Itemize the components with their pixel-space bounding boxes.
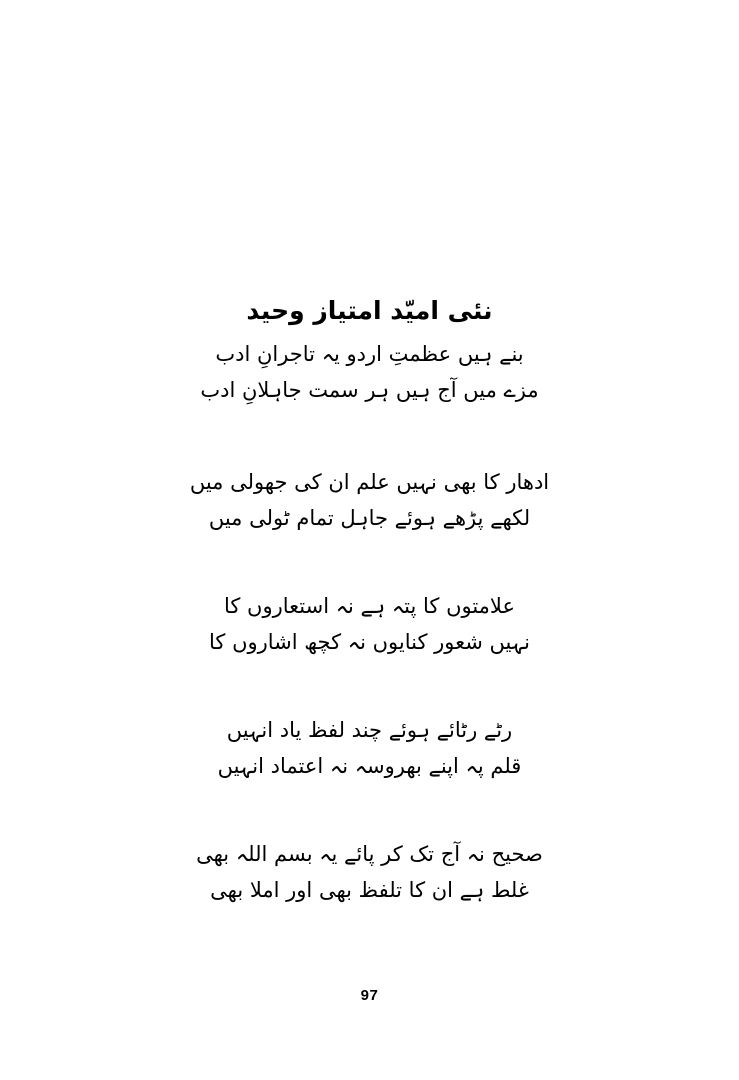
poem-body xyxy=(62,292,677,909)
stanza-3 xyxy=(62,588,677,660)
verse-line: مزے میں آج ہیں ہر سمت جاہلانِ ادب xyxy=(200,377,539,402)
page-number: 97 xyxy=(360,987,379,1004)
stanza-1 xyxy=(62,336,677,408)
verse-line: لکھے پڑھے ہوئے جاہل تمام ٹولی میں xyxy=(208,505,531,530)
verse-line: ادھار کا بھی نہیں علم ان کی جھولی میں xyxy=(189,469,550,494)
page-spacer xyxy=(62,909,677,987)
verse-line: علامتوں کا پتہ ہے نہ استعاروں کا xyxy=(223,593,515,618)
verse-line: صحیح نہ آج تک کر پائے یہ بسم اللہ بھی xyxy=(196,842,543,867)
stanza-2 xyxy=(62,464,677,536)
verse-line: قلم پہ اپنے بھروسہ نہ اعتماد انہیں xyxy=(217,754,522,779)
stanza-4 xyxy=(62,712,677,784)
verse-line: غلط ہے ان کا تلفظ بھی اور املا بھی xyxy=(210,878,529,903)
verse-line: بنے ہیں عظمتِ اردو یہ تاجرانِ ادب xyxy=(215,341,524,366)
stanza-5 xyxy=(62,836,677,908)
verse-line: نہیں شعور کنایوں نہ کچھ اشاروں کا xyxy=(209,630,530,655)
verse-line: رٹے رٹائے ہوئے چند لفظ یاد انہیں xyxy=(226,718,513,743)
page-title: نئی امیّد امتیاز وحید xyxy=(246,296,493,325)
